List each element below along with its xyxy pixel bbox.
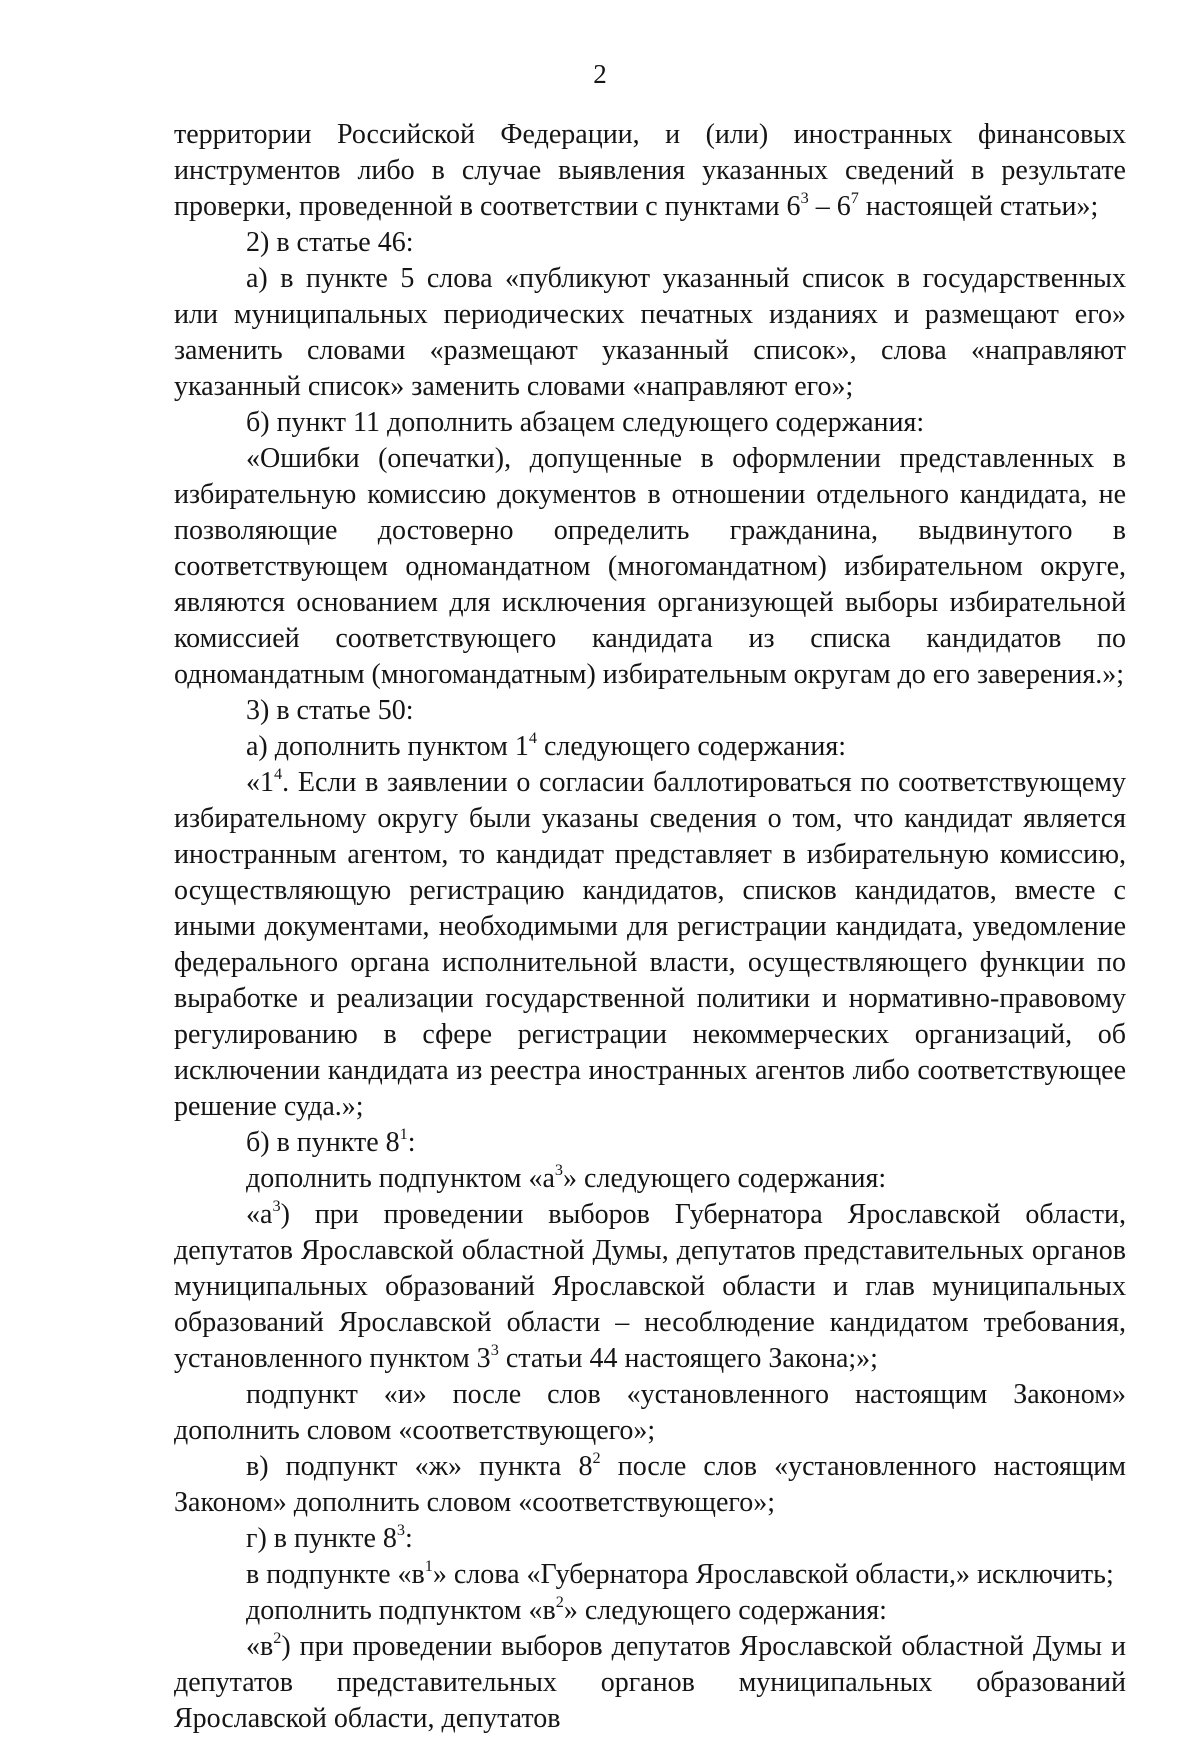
superscript: 2 [555, 1592, 564, 1611]
text-segment: б) в пункте 8 [246, 1127, 400, 1158]
paragraph [174, 765, 1126, 1125]
paragraph [174, 1449, 1126, 1521]
text-segment: : [407, 1127, 416, 1158]
text-segment: «Ошибки (опечатки), допущенные в оформлении представленных в избирательную комиссию документов в отношении отдельного кандидата, не позволяющие достоверно определить гражданина, выдвинутого в соответствующем одномандатном (многомандатном) избирательном округе, являются основанием для исключения организующей выборы избирательной комиссией соответствующего кандидата из списка кандидатов по одномандатным (многомандатным) избирательным округам до его заверения.»; [174, 443, 1126, 690]
superscript: 4 [274, 764, 283, 783]
paragraph [174, 225, 1126, 261]
superscript: 4 [528, 728, 537, 747]
paragraph [174, 1521, 1126, 1557]
text-segment: «а [246, 1199, 273, 1230]
text-segment: подпункт «и» после слов «установленного настоящим Законом» дополнить словом «соответствующего»; [174, 1379, 1126, 1446]
superscript: 3 [396, 1520, 406, 1539]
text-segment: дополнить подпунктом «а [246, 1163, 555, 1194]
text-segment: в) подпункт «ж» пункта 8 [246, 1451, 593, 1482]
text-segment: 2) в статье 46: [246, 227, 414, 258]
page-number: 2 [593, 59, 607, 89]
superscript: 7 [850, 188, 859, 207]
paragraph [174, 1593, 1126, 1629]
text-segment: . Если в заявлении о согласии баллотироваться по соответствующему избирательному округу были указаны сведения о том, что кандидат является иностранным агентом, то кандидат представляет в избирательную комиссию, осуществляющую регистрацию кандидатов, списков кандидатов, вместе с иными документами, необходимыми для регистрации кандидата, уведомление федерального органа исполнительной власти, осуществляющего функции по выработке и реализации государственной политики и нормативно-правовому регулированию в сфере регистрации некоммерческих организаций, об исключении кандидата из реестра иностранных агентов либо соответствующее решение суда.»; [174, 767, 1126, 1122]
paragraph [174, 117, 1126, 225]
text-segment: территории Российской Федерации, и (или) иностранных финансовых инструментов либо в случае выявления указанных сведений в результате проверки, проведенной в соответствии с пунктами 6 [174, 119, 1126, 222]
superscript: 2 [273, 1628, 282, 1647]
paragraph [174, 1161, 1126, 1197]
text-segment: статьи 44 настоящего Закона;»; [498, 1343, 878, 1374]
text-segment: : [405, 1523, 413, 1554]
paragraph [174, 1197, 1126, 1377]
paragraph [174, 1125, 1126, 1161]
paragraph [174, 1377, 1126, 1449]
paragraph [174, 405, 1126, 441]
paragraph [174, 261, 1126, 405]
text-segment: а) дополнить пунктом 1 [246, 731, 529, 762]
superscript: 3 [554, 1160, 564, 1179]
text-segment: » слова «Губернатора Ярославской области,» исключить; [432, 1559, 1114, 1590]
text-segment: » следующего содержания: [563, 1595, 887, 1626]
text-segment: после слов «установленного настоящим Законом» дополнить словом «соответствующего»; [174, 1451, 1126, 1518]
paragraph [174, 693, 1126, 729]
superscript: 1 [424, 1556, 433, 1575]
text-segment: – 6 [808, 191, 851, 222]
paragraph [174, 1557, 1126, 1593]
paragraph [174, 1629, 1126, 1737]
text-segment: «в [246, 1631, 274, 1662]
superscript: 3 [800, 188, 809, 207]
text-segment: следующего содержания: [536, 731, 847, 762]
text-segment: «1 [246, 767, 274, 798]
text-segment: дополнить подпунктом «в [246, 1595, 556, 1626]
text-segment: в подпункте «в [246, 1559, 425, 1590]
paragraph [174, 729, 1126, 765]
text-segment: б) пункт 11 дополнить абзацем следующего содержания: [246, 407, 925, 438]
text-segment: » следующего содержания: [563, 1163, 887, 1194]
text-segment: ) при проведении выборов Губернатора Ярославской области, депутатов Ярославской областной Думы, депутатов представительных органов муниципальных образований Ярославской области и глав муниципальных образований Ярославской области – несоблюдение кандидатом требования, установленного пунктом 3 [174, 1199, 1126, 1374]
text-segment: ) при проведении выборов депутатов Ярославской областной Думы и депутатов представительных органов муниципальных образований Ярославской области, депутатов [174, 1631, 1126, 1734]
superscript: 3 [272, 1196, 281, 1215]
text-segment: г) в пункте 8 [246, 1523, 397, 1554]
text-segment: а) в пункте 5 слова «публикуют указанный список в государственных или муниципальных периодических печатных изданиях и размещают его» заменить словами «размещают указанный список», слова «направляют указанный список» заменить словами «направляют его»; [174, 263, 1126, 402]
superscript: 1 [399, 1124, 408, 1143]
paragraph [174, 441, 1126, 693]
text-segment: 3) в статье 50: [246, 695, 414, 726]
superscript: 2 [592, 1448, 601, 1467]
document-body [174, 117, 1126, 1737]
superscript: 3 [490, 1340, 499, 1359]
text-segment: настоящей статьи»; [858, 191, 1099, 222]
